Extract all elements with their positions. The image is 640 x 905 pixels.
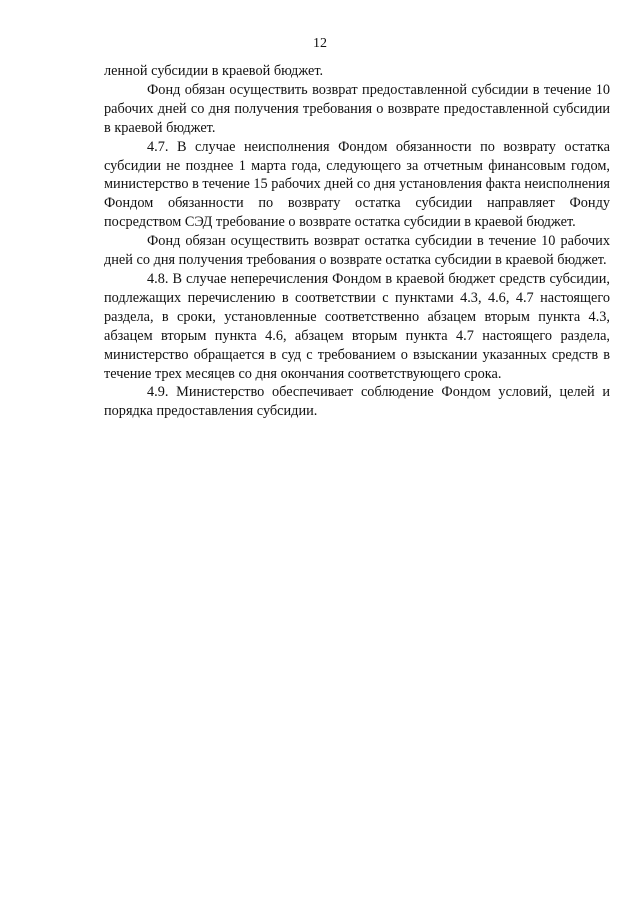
paragraph-refund-balance: Фонд обязан осуществить возврат остатка субсидии в течение 10 рабочих дней со дня получения требования о возврате остатка субсидии в краевой бюджет.	[104, 233, 610, 269]
document-body	[104, 62, 610, 421]
page-number: 12	[313, 36, 327, 51]
paragraph-4-9: 4.9. Министерство обеспечивает соблюдение Фондом условий, целей и порядка предоставления субсидии.	[104, 384, 610, 420]
paragraph-4-8: 4.8. В случае неперечисления Фондом в краевой бюджет средств субсидии, подлежащих перечислению в соответствии с пунктами 4.3, 4.6, 4.7 настоящего раздела, в сроки, установленные соответственно абзацем вторым пункта 4.3, абзацем вторым пункта 4.6, абзацем вторым пункта 4.7 настоящего раздела, министерство обращается в суд с требованием о взыскании указанных средств в течение трех месяцев со дня окончания соответствующего срока.	[104, 270, 610, 382]
paragraph-refund-subsidy: Фонд обязан осуществить возврат предоставленной субсидии в течение 10 рабочих дней со дня получения требования о возврате предоставленной субсидии в краевой бюджет.	[104, 81, 610, 136]
paragraph-4-7: 4.7. В случае неисполнения Фондом обязанности по возврату остатка субсидии не позднее 1 марта года, следующего за отчетным финансовым годом, министерство в течение 15 рабочих дней со дня установления факта неисполнения Фондом обязанности по возврату остатка субсидии направляет Фонду посредством СЭД требование о возврате остатка субсидии в краевой бюджет.	[104, 138, 610, 231]
paragraph-continuation: ленной субсидии в краевой бюджет.	[104, 63, 324, 79]
